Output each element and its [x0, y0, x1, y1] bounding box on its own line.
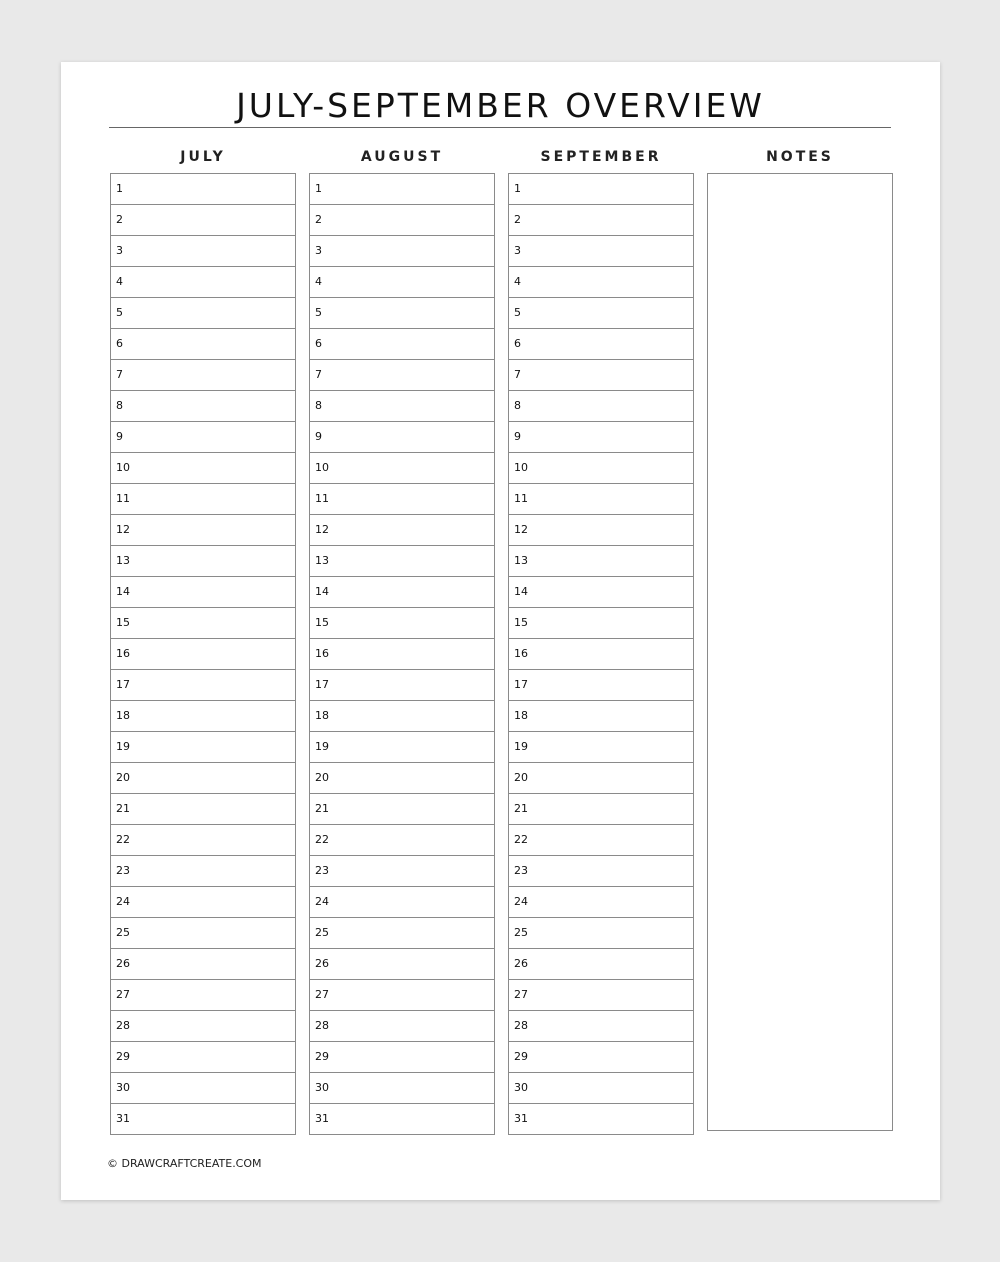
- day-number: 3: [315, 244, 322, 257]
- notes-header: NOTES: [766, 149, 834, 165]
- day-number: 11: [514, 492, 528, 505]
- day-number: 29: [514, 1050, 528, 1063]
- day-number: 6: [514, 337, 521, 350]
- day-row[interactable]: [310, 298, 494, 329]
- day-number: 4: [514, 275, 521, 288]
- day-row[interactable]: [111, 856, 295, 887]
- day-row[interactable]: [111, 670, 295, 701]
- month-header-july: JULY: [180, 149, 226, 165]
- day-row[interactable]: [509, 701, 693, 732]
- day-row[interactable]: [509, 918, 693, 949]
- day-row[interactable]: [509, 298, 693, 329]
- day-row[interactable]: [111, 1011, 295, 1042]
- day-number: 9: [116, 430, 123, 443]
- day-row[interactable]: [509, 267, 693, 298]
- planner-sheet: [61, 62, 940, 1200]
- day-row[interactable]: [111, 298, 295, 329]
- day-row[interactable]: [111, 918, 295, 949]
- day-number: 31: [514, 1112, 528, 1125]
- day-row[interactable]: [509, 1073, 693, 1104]
- page-title: JULY-SEPTEMBER OVERVIEW: [236, 86, 765, 125]
- day-number: 18: [514, 709, 528, 722]
- day-number: 1: [315, 182, 322, 195]
- day-row[interactable]: [111, 1104, 295, 1135]
- day-number: 27: [116, 988, 130, 1001]
- day-row[interactable]: [509, 949, 693, 980]
- day-list-july: [110, 173, 296, 1135]
- day-row[interactable]: [509, 422, 693, 453]
- day-number: 25: [116, 926, 130, 939]
- day-number: 31: [116, 1112, 130, 1125]
- day-row[interactable]: [111, 267, 295, 298]
- day-number: 16: [315, 647, 329, 660]
- day-row[interactable]: [310, 825, 494, 856]
- day-row[interactable]: [509, 1011, 693, 1042]
- day-row[interactable]: [111, 329, 295, 360]
- day-row[interactable]: [509, 856, 693, 887]
- day-number: 12: [116, 523, 130, 536]
- day-row[interactable]: [111, 422, 295, 453]
- day-number: 28: [315, 1019, 329, 1032]
- day-number: 10: [315, 461, 329, 474]
- day-number: 10: [116, 461, 130, 474]
- day-number: 13: [514, 554, 528, 567]
- day-row[interactable]: [310, 608, 494, 639]
- day-number: 17: [116, 678, 130, 691]
- day-row[interactable]: [310, 701, 494, 732]
- day-number: 8: [315, 399, 322, 412]
- day-number: 28: [514, 1019, 528, 1032]
- day-number: 30: [315, 1081, 329, 1094]
- day-row[interactable]: [509, 453, 693, 484]
- day-row[interactable]: [310, 515, 494, 546]
- day-number: 5: [315, 306, 322, 319]
- day-number: 29: [315, 1050, 329, 1063]
- day-number: 19: [315, 740, 329, 753]
- day-row[interactable]: [509, 887, 693, 918]
- day-number: 20: [514, 771, 528, 784]
- day-number: 14: [514, 585, 528, 598]
- day-number: 12: [514, 523, 528, 536]
- day-number: 7: [514, 368, 521, 381]
- day-number: 21: [116, 802, 130, 815]
- day-row[interactable]: [111, 825, 295, 856]
- day-row[interactable]: [111, 1042, 295, 1073]
- day-row[interactable]: [111, 980, 295, 1011]
- day-number: 30: [116, 1081, 130, 1094]
- day-number: 6: [116, 337, 123, 350]
- day-row[interactable]: [111, 1073, 295, 1104]
- day-row[interactable]: [111, 391, 295, 422]
- day-row[interactable]: [310, 639, 494, 670]
- day-row[interactable]: [310, 732, 494, 763]
- day-row[interactable]: [310, 1073, 494, 1104]
- day-number: 21: [315, 802, 329, 815]
- day-row[interactable]: [509, 484, 693, 515]
- day-number: 30: [514, 1081, 528, 1094]
- month-header-september: SEPTEMBER: [540, 149, 662, 165]
- day-number: 1: [116, 182, 123, 195]
- day-row[interactable]: [111, 546, 295, 577]
- day-row[interactable]: [310, 577, 494, 608]
- day-row[interactable]: [111, 639, 295, 670]
- day-row[interactable]: [310, 1104, 494, 1135]
- day-row[interactable]: [310, 329, 494, 360]
- day-number: 12: [315, 523, 329, 536]
- day-row[interactable]: [111, 453, 295, 484]
- day-number: 23: [514, 864, 528, 877]
- day-number: 29: [116, 1050, 130, 1063]
- day-row[interactable]: [310, 546, 494, 577]
- notes-box[interactable]: [707, 173, 893, 1131]
- day-number: 19: [514, 740, 528, 753]
- day-number: 15: [315, 616, 329, 629]
- day-number: 19: [116, 740, 130, 753]
- day-number: 15: [116, 616, 130, 629]
- day-number: 3: [514, 244, 521, 257]
- day-row[interactable]: [310, 267, 494, 298]
- day-number: 15: [514, 616, 528, 629]
- day-row[interactable]: [509, 1042, 693, 1073]
- day-row[interactable]: [310, 391, 494, 422]
- day-number: 26: [315, 957, 329, 970]
- day-number: 22: [116, 833, 130, 846]
- day-list-september: [508, 173, 694, 1135]
- day-number: 9: [514, 430, 521, 443]
- day-number: 13: [315, 554, 329, 567]
- day-number: 16: [116, 647, 130, 660]
- day-row[interactable]: [111, 732, 295, 763]
- day-row[interactable]: [111, 949, 295, 980]
- day-row[interactable]: [111, 608, 295, 639]
- day-number: 21: [514, 802, 528, 815]
- day-number: 25: [315, 926, 329, 939]
- day-row[interactable]: [509, 577, 693, 608]
- day-row[interactable]: [310, 949, 494, 980]
- day-row[interactable]: [111, 701, 295, 732]
- day-row[interactable]: [310, 1011, 494, 1042]
- day-row[interactable]: [509, 639, 693, 670]
- title-divider: [109, 127, 891, 128]
- day-row[interactable]: [111, 515, 295, 546]
- day-row[interactable]: [509, 1104, 693, 1135]
- day-row[interactable]: [509, 825, 693, 856]
- day-row[interactable]: [509, 732, 693, 763]
- day-row[interactable]: [310, 422, 494, 453]
- day-row[interactable]: [310, 236, 494, 267]
- day-row[interactable]: [310, 763, 494, 794]
- day-row[interactable]: [111, 484, 295, 515]
- day-number: 31: [315, 1112, 329, 1125]
- day-number: 25: [514, 926, 528, 939]
- day-row[interactable]: [509, 515, 693, 546]
- day-row[interactable]: [310, 205, 494, 236]
- day-row[interactable]: [111, 205, 295, 236]
- day-number: 1: [514, 182, 521, 195]
- day-number: 9: [315, 430, 322, 443]
- day-number: 13: [116, 554, 130, 567]
- day-number: 3: [116, 244, 123, 257]
- day-row[interactable]: [111, 360, 295, 391]
- day-row[interactable]: [509, 329, 693, 360]
- day-number: 5: [116, 306, 123, 319]
- day-number: 7: [315, 368, 322, 381]
- day-row[interactable]: [509, 360, 693, 391]
- day-row[interactable]: [111, 174, 295, 205]
- day-number: 11: [315, 492, 329, 505]
- day-number: 23: [116, 864, 130, 877]
- day-row[interactable]: [509, 391, 693, 422]
- day-row[interactable]: [310, 918, 494, 949]
- day-number: 26: [514, 957, 528, 970]
- day-number: 16: [514, 647, 528, 660]
- day-number: 17: [315, 678, 329, 691]
- day-row[interactable]: [509, 980, 693, 1011]
- day-number: 8: [514, 399, 521, 412]
- day-number: 26: [116, 957, 130, 970]
- day-number: 11: [116, 492, 130, 505]
- day-row[interactable]: [310, 980, 494, 1011]
- day-row[interactable]: [111, 887, 295, 918]
- day-row[interactable]: [111, 577, 295, 608]
- month-header-august: AUGUST: [360, 149, 444, 165]
- day-number: 20: [315, 771, 329, 784]
- day-row[interactable]: [310, 856, 494, 887]
- day-number: 7: [116, 368, 123, 381]
- day-number: 4: [116, 275, 123, 288]
- day-row[interactable]: [310, 360, 494, 391]
- day-row[interactable]: [509, 236, 693, 267]
- day-number: 24: [514, 895, 528, 908]
- day-number: 23: [315, 864, 329, 877]
- day-list-august: [309, 173, 495, 1135]
- day-number: 24: [315, 895, 329, 908]
- day-number: 18: [116, 709, 130, 722]
- day-number: 14: [116, 585, 130, 598]
- day-row[interactable]: [310, 174, 494, 205]
- day-number: 2: [116, 213, 123, 226]
- day-number: 2: [514, 213, 521, 226]
- day-row[interactable]: [509, 794, 693, 825]
- day-row[interactable]: [310, 794, 494, 825]
- day-row[interactable]: [310, 1042, 494, 1073]
- day-number: 8: [116, 399, 123, 412]
- copyright-text: © DRAWCRAFTCREATE.COM: [107, 1157, 262, 1170]
- day-number: 22: [514, 833, 528, 846]
- day-number: 17: [514, 678, 528, 691]
- day-number: 10: [514, 461, 528, 474]
- day-number: 24: [116, 895, 130, 908]
- day-number: 2: [315, 213, 322, 226]
- day-number: 4: [315, 275, 322, 288]
- day-row[interactable]: [111, 763, 295, 794]
- day-number: 27: [514, 988, 528, 1001]
- day-row[interactable]: [310, 670, 494, 701]
- day-row[interactable]: [310, 887, 494, 918]
- day-number: 18: [315, 709, 329, 722]
- day-number: 22: [315, 833, 329, 846]
- day-row[interactable]: [310, 484, 494, 515]
- day-number: 28: [116, 1019, 130, 1032]
- day-number: 20: [116, 771, 130, 784]
- day-row[interactable]: [509, 608, 693, 639]
- day-row[interactable]: [509, 670, 693, 701]
- day-row[interactable]: [509, 174, 693, 205]
- day-number: 14: [315, 585, 329, 598]
- day-row[interactable]: [111, 236, 295, 267]
- day-row[interactable]: [509, 763, 693, 794]
- day-row[interactable]: [509, 546, 693, 577]
- day-row[interactable]: [111, 794, 295, 825]
- day-number: 6: [315, 337, 322, 350]
- day-number: 27: [315, 988, 329, 1001]
- day-row[interactable]: [310, 453, 494, 484]
- day-row[interactable]: [509, 205, 693, 236]
- day-number: 5: [514, 306, 521, 319]
